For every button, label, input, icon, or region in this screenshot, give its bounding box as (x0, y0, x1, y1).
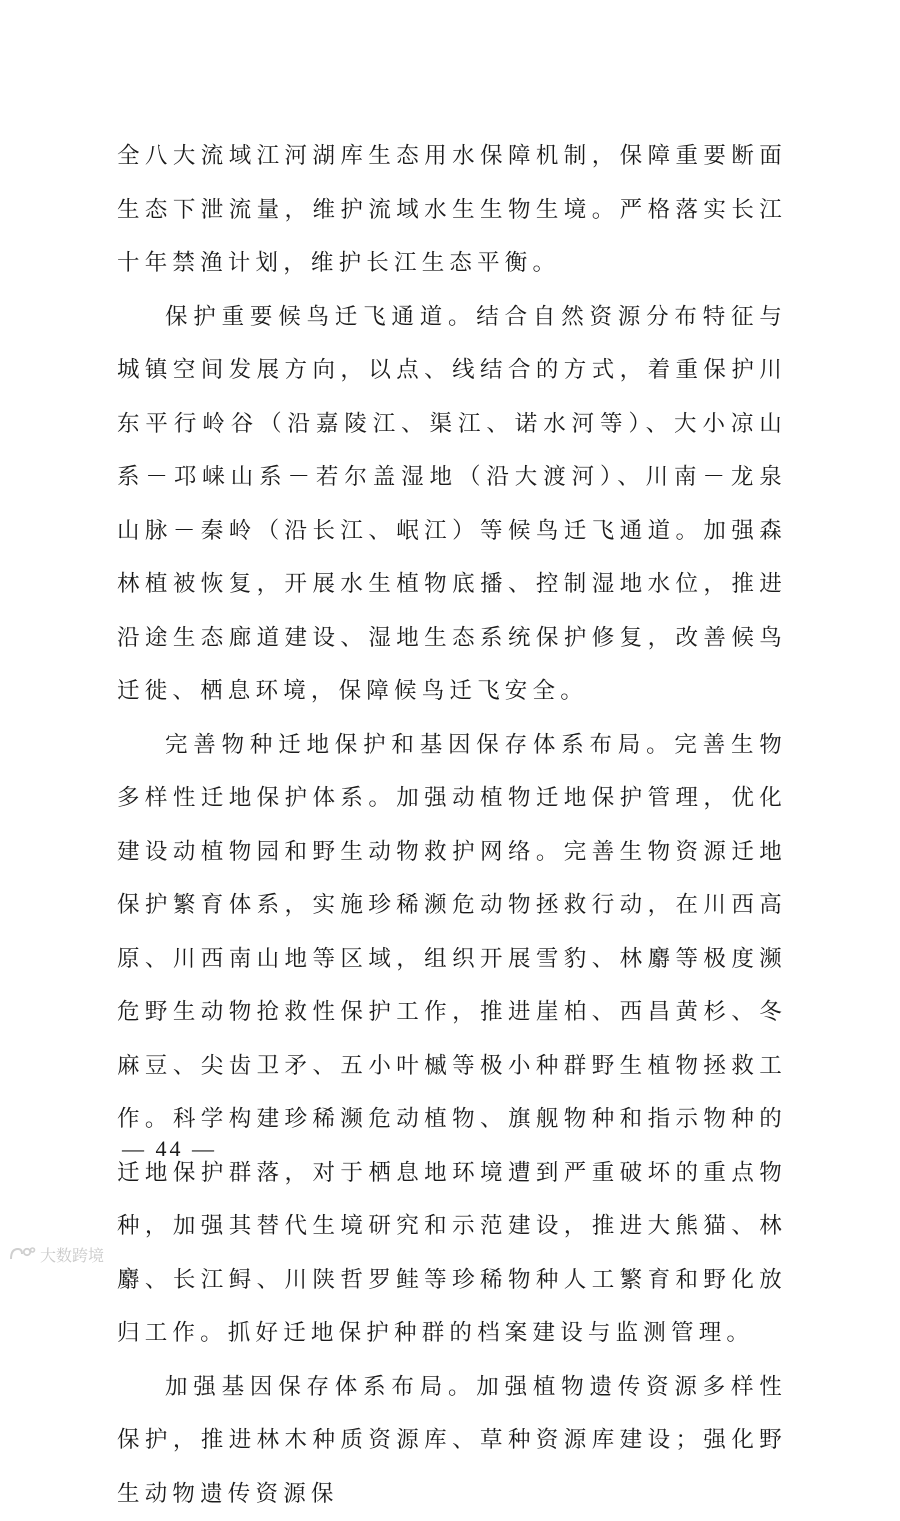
paragraph-2: 保护重要候鸟迁飞通道。结合自然资源分布特征与城镇空间发展方向，以点、线结合的方式，着重保护川东平行岭谷（沿嘉陵江、渠江、诺水河等）、大小凉山系－邛崃山系－若尔盖湿地（沿大渡河）、川南－龙泉山脉－秦岭（沿长江、岷江）等候鸟迁飞通道。加强森林植被恢复，开展水生植物底播、控制湿地水位，推进沿途生态廊道建设、湿地生态系统保护修复，改善候鸟迁徙、栖息环境，保障候鸟迁飞安全。 (117, 291, 787, 719)
page-number: — 44 — (122, 1136, 217, 1162)
paragraph-4: 加强基因保存体系布局。加强植物遗传资源多样性保护，推进林木种质资源库、草种资源库建设；强化野生动物遗传资源保 (117, 1361, 787, 1521)
watermark-logo-icon (8, 1245, 36, 1263)
watermark (8, 1242, 104, 1266)
watermark-text: 大数跨境 (40, 1243, 104, 1266)
body-text (117, 130, 787, 1521)
paragraph-3: 完善物种迁地保护和基因保存体系布局。完善生物多样性迁地保护体系。加强动植物迁地保护管理，优化建设动植物园和野生动物救护网络。完善生物资源迁地保护繁育体系，实施珍稀濒危动物拯救行动，在川西高原、川西南山地等区域，组织开展雪豹、林麝等极度濒危野生动物抢救性保护工作，推进崖柏、西昌黄杉、冬麻豆、尖齿卫矛、五小叶槭等极小种群野生植物拯救工作。科学构建珍稀濒危动植物、旗舰物种和指示物种的迁地保护群落，对于栖息地环境遭到严重破坏的重点物种，加强其替代生境研究和示范建设，推进大熊猫、林麝、长江鲟、川陕哲罗鲑等珍稀物种人工繁育和野化放归工作。抓好迁地保护种群的档案建设与监测管理。 (117, 719, 787, 1361)
paragraph-1: 全八大流域江河湖库生态用水保障机制，保障重要断面生态下泄流量，维护流域水生生物生境。严格落实长江十年禁渔计划，维护长江生态平衡。 (117, 130, 787, 291)
